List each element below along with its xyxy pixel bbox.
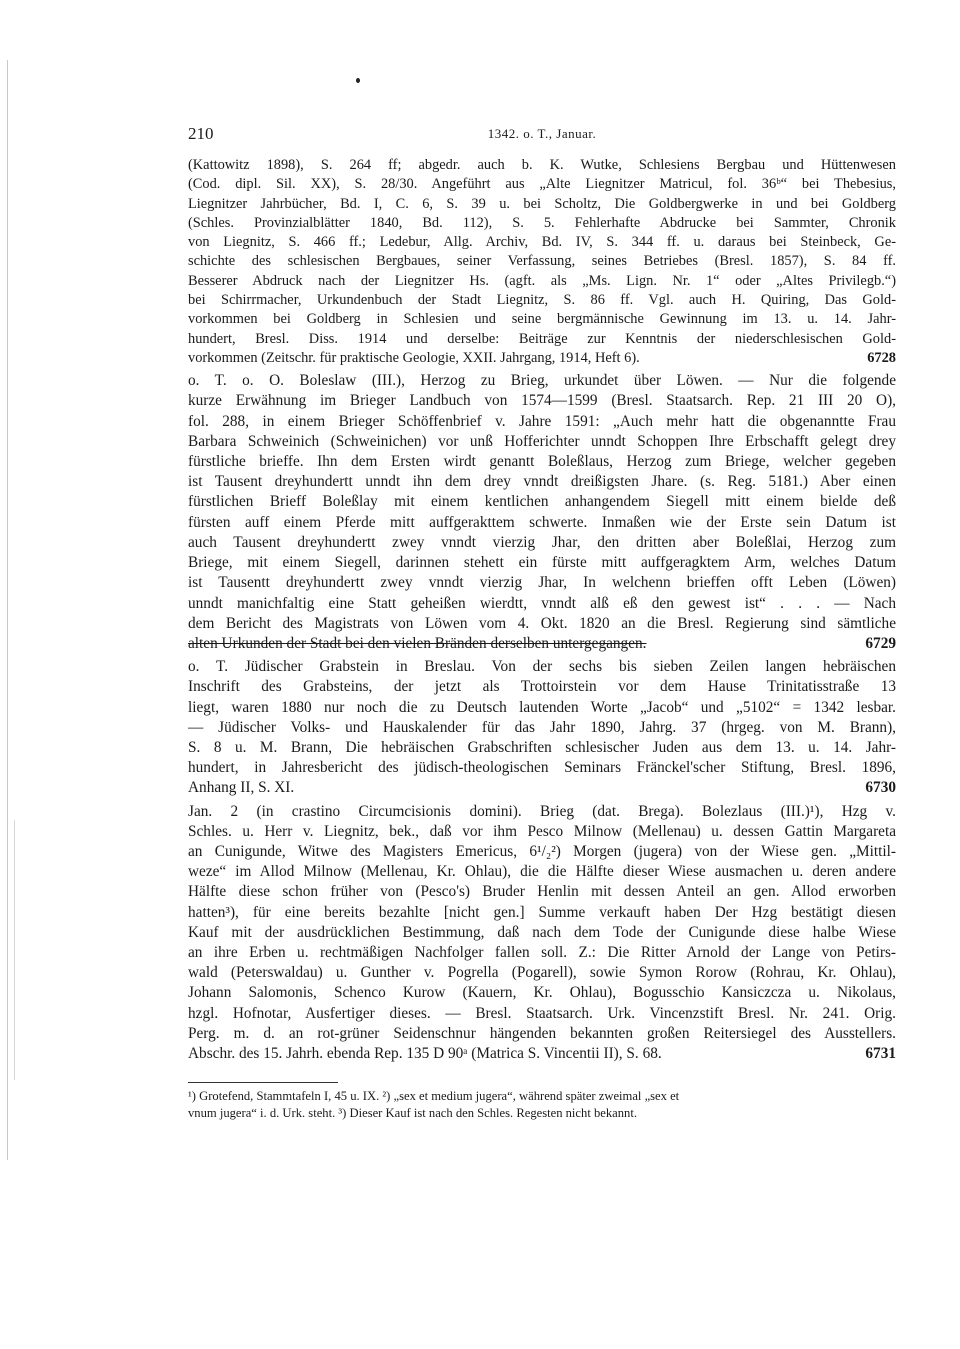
- text-line: fürsten auff einem Pferde mitt auffgerakttem schwerte. Inmaßen wie der Erste sein Datum ist: [188, 513, 896, 531]
- entry-6730: [188, 657, 896, 798]
- scan-edge: [14, 820, 15, 1080]
- text-line: — Jüdischer Volks- und Hauskalender für das Jahr 1890, Jahrg. 37 (hrgeg. von M. Brann),: [188, 718, 896, 736]
- text-line: hundert, Bresl. Diss. 1914 und derselbe: Beiträge zur Kenntnis der niederschlesischen Gold-: [188, 330, 896, 347]
- text-line: S. 8 u. M. Brann, Die hebräischen Grabschriften schlesischer Juden aus dem 13. u. 14. Jahr-: [188, 738, 896, 756]
- text-line: Jan. 2 (in crastino Circumcisionis domini). Brieg (dat. Brega). Bolezlaus (III.)¹), Hzg v.: [188, 802, 896, 820]
- regest-number: 6729: [865, 634, 896, 652]
- text-line: hundert, in Jahresbericht des jüdisch-theologischen Seminars Fränckel'scher Stiftung, Bresl. 1896,: [188, 759, 896, 777]
- text-line: Perg. m. d. an rot-grüner Seidenschnur hängenden bekannten großen Reitersiegel des Ausstellers.: [188, 1024, 896, 1042]
- ink-speck: [356, 78, 360, 83]
- text-line: Hälfte diese schon früher von (Pesco's) Bruder Henlin mit dessen Anteil an gen. Allod erworben: [188, 883, 896, 901]
- text-line: liegt, waren 1880 nur noch die zu Deutsch lautenden Worte „Jacob“ und „5102“ = 1342 lesbar.: [188, 698, 896, 716]
- text-line-content: Abschr. des 15. Jahrh. ebenda Rep. 135 D 90ᵃ (Matrica S. Vincentii II), S. 68.: [188, 1044, 662, 1062]
- scan-edge: [7, 60, 8, 1160]
- text-line: [188, 778, 896, 798]
- regest-number: 6728: [867, 349, 896, 366]
- text-line: dem Bericht des Magistrats von Löwen vom 4. Okt. 1820 an die Bresl. Regierung sind sämtliche: [188, 614, 896, 632]
- footnotes: [188, 1088, 896, 1121]
- text-line: Barbara Schweinich (Schweinichen) vor unß Hofferichter unndt Schoppen Ihre Erbschafft gelegt drey: [188, 432, 896, 450]
- text-line-content: Anhang II, S. XI.: [188, 779, 295, 797]
- text-line: fürstlichen Brieff Boleßlay mit einem kentlichen anhangendem Siegell mitt einem bielde deß: [188, 493, 896, 511]
- text-line: (Schles. Provinzialblätter 1840, Bd. 112), S. 5. Fehlerhafte Abdrucke bei Sammter, Chronik: [188, 214, 896, 231]
- text-line: [188, 349, 896, 368]
- entry-6731: [188, 802, 896, 1065]
- text-line: vorkommen bei Goldberg in Schlesien und seine bergmännische Gewinnung im 13. u. 14. Jahr-: [188, 311, 896, 328]
- text-line: o. T. Jüdischer Grabstein in Breslau. Von der sechs bis sieben Zeilen langen hebräischen: [188, 658, 896, 676]
- entry-6729: [188, 371, 896, 654]
- regest-number: 6731: [865, 1044, 896, 1062]
- text-line: ist Tausentt dreyhundertt zwey vnndt vierzig Jhar, In welchenn brieffen offt Leben (Löwen): [188, 574, 896, 592]
- text-line: an ihre Erben u. rechtmäßigen Nachfolger fallen soll. Z.: Die Ritter Arnold der Lange von Petirs-: [188, 943, 896, 961]
- text-line: Johann Salomonis, Schenco Kurow (Kauern, Kr. Ohlau), Bogusschio Kansiczcza u. Nikolaus,: [188, 984, 896, 1002]
- footnote-line: vnum jugera“ i. d. Urk. steht. ³) Dieser Kauf ist nach den Schles. Regesten nicht bekannt.: [188, 1105, 637, 1120]
- text-line: bei Schirrmacher, Urkundenbuch der Stadt Liegnitz, S. 86 ff. Vgl. auch H. Quiring, Das Gold-: [188, 292, 896, 309]
- text-line: auch Tausent dreyhundertt zwey vnndt vierzig Jhar, den dritten aber Boleßlai, Herzog zum: [188, 533, 896, 551]
- text-line: Kauf mit der ausdrücklichen Bestimmung, daß nach dem Tode der Cunigunde diese halbe Wiese: [188, 923, 896, 941]
- text-line: ist Tausent dreyhundertt unndt ihn dem drey vnndt dreißigsten Jhare. (s. Reg. 5181.) Aber einen: [188, 473, 896, 491]
- text-line: hatten³), für eine bereits bezahlte [nicht gen.] Summe verkauft haben Der Hzg bestätigt diesen: [188, 903, 896, 921]
- text-line: Inschrift des Grabsteins, der jetzt als Trottoirstein vor dem Hause Trinitatisstraße 13: [188, 678, 896, 696]
- text-line: schichte des schlesischen Bergbaues, seiner Verfassung, seines Betriebes (Bresl. 1857), S. 84 ff.: [188, 253, 896, 270]
- text-line-content: vorkommen (Zeitschr. für praktische Geologie, XXII. Jahrgang, 1914, Heft 6).: [188, 349, 640, 366]
- text-line: [188, 1044, 896, 1064]
- text-line: fürstliche brieffe. Ihn dem Ersten wirdt genantt Boleßlaus, Herzog zum Briege, welcher gegeben: [188, 453, 896, 471]
- text-line: Liegnitzer Jahrbücher, Bd. I, C. 6, S. 39 u. bei Scholtz, Die Goldbergwerke in und bei Goldberg: [188, 195, 896, 212]
- text-line: [188, 634, 896, 654]
- text-line: von Liegnitz, S. 466 ff.; Ledebur, Allg. Archiv, Bd. IV, S. 344 ff. u. daraus bei Steinbeck, Ge-: [188, 234, 896, 251]
- text-line: weze“ im Allod Milnow (Mellenau, Kr. Ohlau), die die Hälfte dieser Wiese ausmachen u. deren andere: [188, 863, 896, 881]
- footnote-rule: [188, 1082, 338, 1083]
- text-line: Besserer Abdruck nach der Liegnitzer Hs. (agft. als „Ms. Lign. Nr. 1“ oder „Altes Privilegb.“): [188, 272, 896, 289]
- text-line: unndt manichfaltig eine Statt geheißen wierdtt, vnndt alß eß den gewest ist“ . . . — Nach: [188, 594, 896, 612]
- page-body: [188, 156, 896, 1064]
- running-head: 1342. o. T., Januar.: [487, 126, 597, 141]
- text-line: (Kattowitz 1898), S. 264 ff; abgedr. auch b. K. Wutke, Schlesiens Bergbau und Hüttenwesen: [188, 157, 896, 173]
- page-header: [188, 124, 896, 146]
- text-line: Schles. u. Herr v. Liegnitz, bek., daß vor ihm Pesco Milnow (Mellenau) u. dessen Gattin Margareta: [188, 822, 896, 840]
- text-line: o. T. o. O. Boleslaw (III.), Herzog zu Brieg, urkundet über Löwen. — Nur die folgende: [188, 372, 896, 390]
- text-line: hzgl. Hofnotar, Ausfertiger dieses. — Bresl. Staatsarch. Urk. Vincenzstift Bresl. Nr. 241. Orig.: [188, 1004, 896, 1022]
- text-line-content: alten Urkunden der Stadt bei den vielen Bränden derselben untergegangen.: [188, 634, 647, 652]
- regest-number: 6730: [865, 779, 896, 797]
- text-line: an Cunigunde, Witwe des Magisters Emericus, 6¹/₂²) Morgen (jugera) von der Wiese gen. „Mittil-: [188, 842, 896, 860]
- text-line: fol. 288, in einem Brieger Schöffenbrief v. Jahre 1591: „Auch mehr hatt die obgenanntte Frau: [188, 412, 896, 430]
- text-line: kurze Erwähnung im Brieger Landbuch von 1574—1599 (Bresl. Staatsarch. Rep. 21 III 20 O),: [188, 392, 896, 410]
- text-line: (Cod. dipl. Sil. XX), S. 28/30. Angeführt aus „Alte Liegnitzer Matricul, fol. 36ᵇ“ bei Thebesius,: [188, 176, 896, 193]
- page-number: 210: [188, 124, 214, 143]
- footnote-line: ¹) Grotefend, Stammtafeln I, 45 u. IX. ²) „sex et medium jugera“, während später zweimal „sex et: [188, 1089, 680, 1103]
- entry-continued: [188, 156, 896, 368]
- text-line: wald (Peterswaldau) u. Gunther v. Pogrella (Pogarell), sowie Symon Rorow (Rohrau, Kr. Ohlau),: [188, 964, 896, 982]
- text-line: Briege, mit einem Siegell, darinnen stehett ein fürste mitt auffgeragktem Arm, welches Datum: [188, 554, 896, 572]
